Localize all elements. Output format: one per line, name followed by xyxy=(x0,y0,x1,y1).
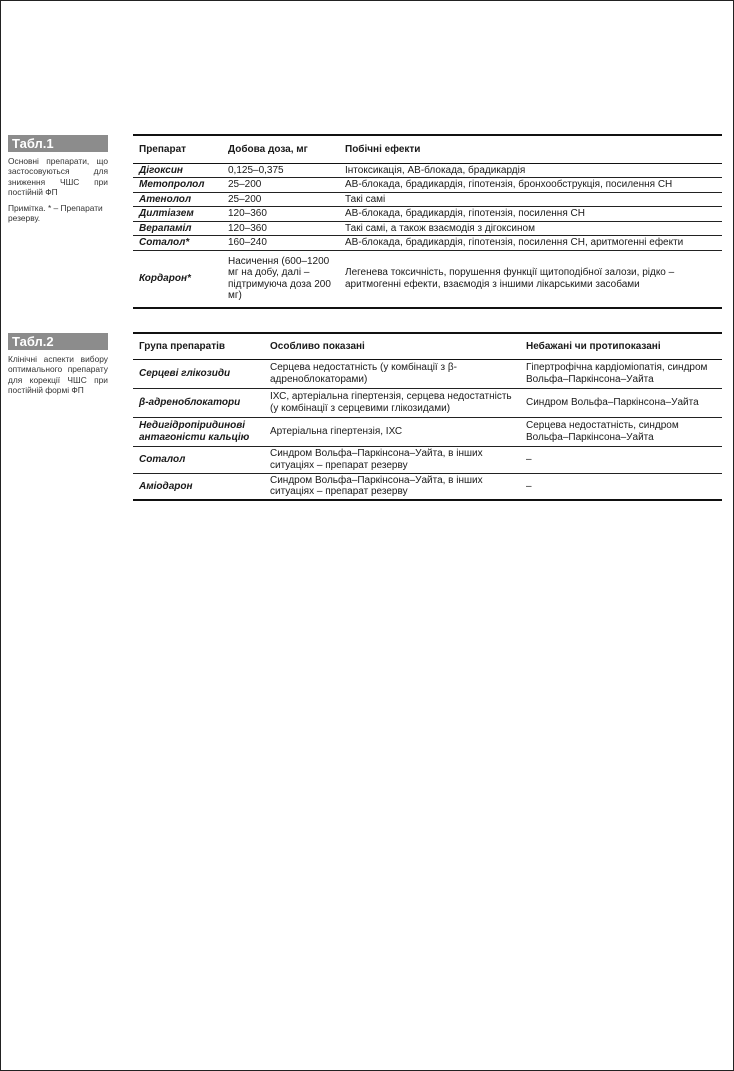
group-cell: Серцеві глікозиди xyxy=(133,359,264,388)
table2-sidebar xyxy=(8,333,108,395)
dose-cell: 120–360 xyxy=(222,207,339,222)
table-row xyxy=(133,163,722,178)
dose-cell: 120–360 xyxy=(222,221,339,236)
effects-cell: АВ-блокада, брадикардія, гіпотензія, бронхообструкція, посилення СН xyxy=(339,178,722,193)
indicated-cell: Серцева недостатність (у комбінації з β-адреноблокаторами) xyxy=(264,359,520,388)
table2 xyxy=(133,332,722,501)
table-row xyxy=(133,178,722,193)
table2-tag: Табл.2 xyxy=(8,333,108,350)
contra-cell: Гіпертрофічна кардіоміопатія, синдром Вольфа–Паркінсона–Уайта xyxy=(520,359,722,388)
table1 xyxy=(133,134,722,309)
drug-cell: Верапаміл xyxy=(133,221,222,236)
effects-cell: Такі самі xyxy=(339,192,722,207)
effects-cell: Легенева токсичність, порушення функції щитоподібної залози, рідко – аритмогенні ефекти, взаємодія з іншими лікарськими засобами xyxy=(339,250,722,308)
table1-header-drug: Препарат xyxy=(133,135,222,163)
dose-cell: 25–200 xyxy=(222,178,339,193)
group-cell: Недигідропіридинові антагоністи кальцію xyxy=(133,417,264,446)
group-cell: Аміодарон xyxy=(133,473,264,500)
contra-cell: Серцева недостатність, синдром Вольфа–Паркінсона–Уайта xyxy=(520,417,722,446)
group-cell: Соталол xyxy=(133,446,264,473)
table-row xyxy=(133,388,722,417)
effects-cell: Інтоксикація, АВ-блокада, брадикардія xyxy=(339,163,722,178)
table1-header-effects: Побічні ефекти xyxy=(339,135,722,163)
table-row xyxy=(133,417,722,446)
table1-sidebar xyxy=(8,135,108,224)
table-row xyxy=(133,221,722,236)
table1-caption: Основні препарати, що застосовуються для зниження ЧШС при постійній ФП xyxy=(8,156,108,197)
table-row xyxy=(133,192,722,207)
table-row xyxy=(133,446,722,473)
effects-cell: АВ-блокада, брадикардія, гіпотензія, посилення СН, аритмогенні ефекти xyxy=(339,236,722,251)
drug-cell: Дігоксин xyxy=(133,163,222,178)
drug-cell: Соталол* xyxy=(133,236,222,251)
group-cell: β-адреноблокатори xyxy=(133,388,264,417)
table-row xyxy=(133,359,722,388)
drug-cell: Метопролол xyxy=(133,178,222,193)
table1-note: Примітка. * – Препарати резерву. xyxy=(8,203,103,224)
table2-header-contra: Небажані чи протипоказані xyxy=(520,333,722,359)
indicated-cell: Артеріальна гіпертензія, ІХС xyxy=(264,417,520,446)
table2-caption: Клінічні аспекти вибору оптимального препарату для корекції ЧШС при постійній формі ФП xyxy=(8,354,108,395)
dose-cell: 160–240 xyxy=(222,236,339,251)
indicated-cell: Синдром Вольфа–Паркінсона–Уайта, в інших ситуаціях – препарат резерву xyxy=(264,446,520,473)
table-row xyxy=(133,473,722,500)
indicated-cell: ІХС, артеріальна гіпертензія, серцева недостатність (у комбінації з серцевими глікозидами) xyxy=(264,388,520,417)
dose-cell: 0,125–0,375 xyxy=(222,163,339,178)
effects-cell: АВ-блокада, брадикардія, гіпотензія, посилення СН xyxy=(339,207,722,222)
contra-cell: – xyxy=(520,473,722,500)
table2-header-group: Група препаратів xyxy=(133,333,264,359)
drug-cell: Атенолол xyxy=(133,192,222,207)
table2-header-row xyxy=(133,333,722,359)
table1-tag: Табл.1 xyxy=(8,135,108,152)
drug-cell: Кордарон* xyxy=(133,250,222,308)
indicated-cell: Синдром Вольфа–Паркінсона–Уайта, в інших ситуаціях – препарат резерву xyxy=(264,473,520,500)
dose-cell: 25–200 xyxy=(222,192,339,207)
table1-header-row xyxy=(133,135,722,163)
table1-header-dose: Добова доза, мг xyxy=(222,135,339,163)
table-row xyxy=(133,250,722,308)
dose-cell: Насичення (600–1200 мг на добу, далі – підтримуюча доза 200 мг) xyxy=(222,250,339,308)
contra-cell: Синдром Вольфа–Паркінсона–Уайта xyxy=(520,388,722,417)
drug-cell: Дилтіазем xyxy=(133,207,222,222)
effects-cell: Такі самі, а також взаємодія з дігоксином xyxy=(339,221,722,236)
table-row xyxy=(133,236,722,251)
table2-header-indicated: Особливо показані xyxy=(264,333,520,359)
contra-cell: – xyxy=(520,446,722,473)
table-row xyxy=(133,207,722,222)
